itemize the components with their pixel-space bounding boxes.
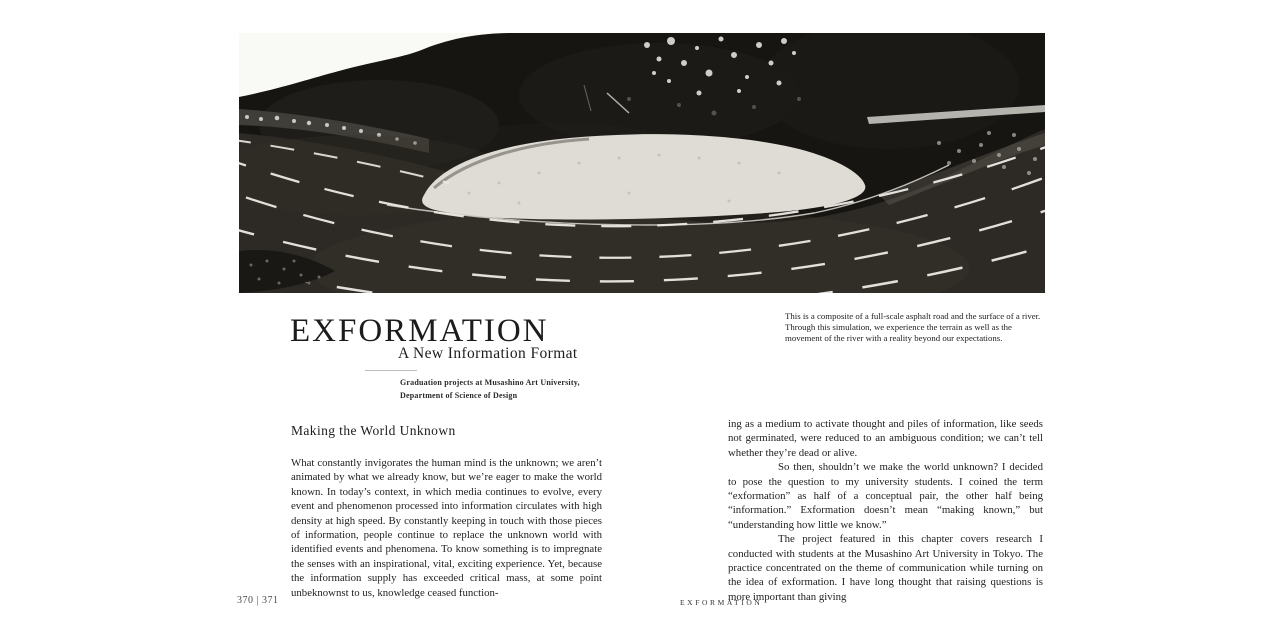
chapter-subtitle: A New Information Format xyxy=(398,345,578,362)
right-column-paragraph-1: ing as a medium to activate thought and piles of information, like seeds not germinated, were reduced to an ambiguous condition; we can’t tell whether they’re dead or alive. xyxy=(728,418,1043,459)
left-column-paragraph: What constantly invigorates the human mind is the unknown; we aren’t animated by what we already know, but we’re eager to make the world known. In today’s context, in which media continues to evolve, every event and phenomenon processed into information circulates with high density at high speed. By constantly keeping in touch with those pieces of information, people continue to replace the unknown world with identified events and phenomena. To know something is to impregnate the senses with an inspirational, vital, exciting experience. Yet, because the information supply has exceeded critical mass, at some point unbeknownst to us, knowledge ceased function- xyxy=(291,457,602,599)
road-photo-illustration xyxy=(239,33,1045,293)
hairpin-road-photo xyxy=(239,33,1045,293)
running-title: EXFORMATION xyxy=(680,598,763,607)
right-column-paragraph-3: The project featured in this chapter covers research I conducted with students at the Musashino Art University in Tokyo. The practice concentrated on the theme of communication while turning on the idea of exformation. I have long thought that raising questions is more important than giving xyxy=(728,533,1043,603)
subtitle-rule xyxy=(365,370,417,371)
credit-line-1: Graduation projects at Musashino Art University, xyxy=(400,378,580,387)
page-numbers: 370 | 371 xyxy=(237,595,279,606)
chapter-title: EXFORMATION xyxy=(290,313,549,349)
right-column-paragraph-2: So then, shouldn’t we make the world unknown? I decided to pose the question to my university students. I coined the term “exformation” as half of a conceptual pair, the other half being “information.” Exformation doesn’t mean “making known,” but “understanding how little we know.” xyxy=(728,461,1043,531)
section-heading: Making the World Unknown xyxy=(291,423,456,438)
photo-caption: This is a composite of a full-scale asphalt road and the surface of a river. Through this simulation, we experience the terrain as well as the movement of the river with a reality beyond our expectations. xyxy=(785,311,1041,344)
credit-line-2: Department of Science of Design xyxy=(400,390,518,400)
left-column xyxy=(291,423,602,600)
credits-block xyxy=(400,377,580,402)
right-column xyxy=(728,417,1043,604)
